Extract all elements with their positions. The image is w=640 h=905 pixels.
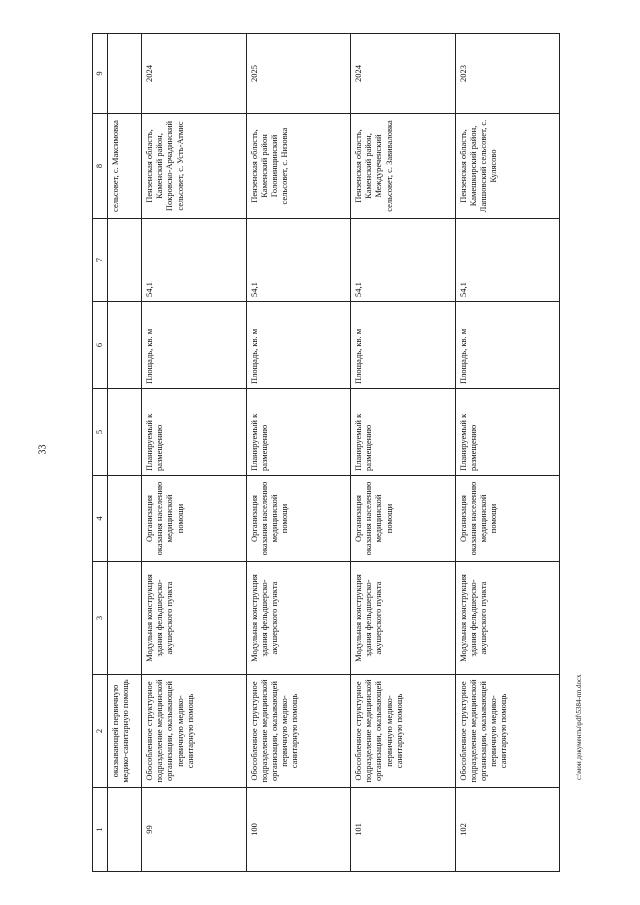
cell-status: Планируемый к размещению (455, 389, 560, 476)
cell-location: сельсовет, с. Максимовка (107, 114, 141, 219)
cell-year: 2024 (142, 34, 246, 114)
cell-location: Пензенская область, Каменский район Головинщинский сельсовет, с. Низовка (246, 114, 350, 219)
cell-metric: Площадь, кв. м (455, 302, 560, 389)
column-number-1: 1 (93, 788, 108, 872)
cell-purpose: Организация оказания населению медицинской помощи (351, 476, 455, 562)
cell-status: Планируемый к размещению (142, 389, 246, 476)
cell-number: 101 (351, 788, 455, 872)
column-number-7: 7 (93, 219, 108, 302)
cell-metric: Площадь, кв. м (351, 302, 455, 389)
cell-object-name: Модульная конструкция здания фельдшерско-акушерского пункта (246, 562, 350, 675)
cell-value (107, 219, 141, 302)
column-number-2: 2 (93, 675, 108, 788)
column-number-5: 5 (93, 389, 108, 476)
cell-year (107, 34, 141, 114)
table-row (455, 34, 560, 872)
cell-year: 2025 (246, 34, 350, 114)
continuation-row (107, 34, 141, 872)
cell-year: 2023 (455, 34, 560, 114)
rotated-table-wrapper (92, 34, 560, 872)
cell-object-name: Модульная конструкция здания фельдшерско-акушерского пункта (142, 562, 246, 675)
cell-location: Пензенская область, Каменский район, Междуреченский сельсовет, с. Завиваловка (351, 114, 455, 219)
cell-object-name (107, 562, 141, 675)
cell-value: 54,1 (455, 219, 560, 302)
table-row (246, 34, 350, 872)
column-number-6: 6 (93, 302, 108, 389)
cell-location: Пензенская область, Камешкирский район, Лапшовский сельсовет, с. Кулясово (455, 114, 560, 219)
cell-purpose: Организация оказания населению медицинской помощи (246, 476, 350, 562)
cell-number (107, 788, 141, 872)
cell-number: 99 (142, 788, 246, 872)
cell-value: 54,1 (246, 219, 350, 302)
cell-metric (107, 302, 141, 389)
cell-location: Пензенская область, Каменский район, Покровско-Арчадинский сельсовет, с. Усть-Атмис (142, 114, 246, 219)
table-row (351, 34, 455, 872)
cell-metric: Площадь, кв. м (246, 302, 350, 389)
cell-year: 2024 (351, 34, 455, 114)
cell-purpose (107, 476, 141, 562)
cell-object-name: Модульная конструкция здания фельдшерско-акушерского пункта (351, 562, 455, 675)
column-number-3: 3 (93, 562, 108, 675)
cell-facility-type: Обособленное структурное подразделение медицинской организации, оказывающей первичную медико-санитарную помощь (455, 675, 560, 788)
cell-facility-type: Обособленное структурное подразделение медицинской организации, оказывающей первичную медико-санитарную помощь (246, 675, 350, 788)
column-number-9: 9 (93, 34, 108, 114)
column-number-4: 4 (93, 476, 108, 562)
cell-object-name: Модульная конструкция здания фельдшерско-акушерского пункта (455, 562, 560, 675)
cell-number: 102 (455, 788, 560, 872)
footer-file-path: c:\мои документы\pdf\5384-пп.docx (575, 674, 583, 780)
cell-purpose: Организация оказания населению медицинской помощи (142, 476, 246, 562)
cell-status: Планируемый к размещению (246, 389, 350, 476)
cell-facility-type: Обособленное структурное подразделение медицинской организации, оказывающей первичную медико-санитарную помощь (142, 675, 246, 788)
table-header-row (93, 34, 108, 872)
cell-facility-type: Обособленное структурное подразделение медицинской организации, оказывающей первичную медико-санитарную помощь (351, 675, 455, 788)
table-row (142, 34, 246, 872)
cell-value: 54,1 (142, 219, 246, 302)
page-number: 33 (37, 444, 49, 455)
cell-status: Планируемый к размещению (351, 389, 455, 476)
cell-value: 54,1 (351, 219, 455, 302)
facilities-table (92, 33, 560, 872)
cell-status (107, 389, 141, 476)
cell-metric: Площадь, кв. м (142, 302, 246, 389)
cell-facility-type: оказывающей первичную медико-санитарную помощь (107, 675, 141, 788)
cell-number: 100 (246, 788, 350, 872)
cell-purpose: Организация оказания населению медицинской помощи (455, 476, 560, 562)
column-number-8: 8 (93, 114, 108, 219)
